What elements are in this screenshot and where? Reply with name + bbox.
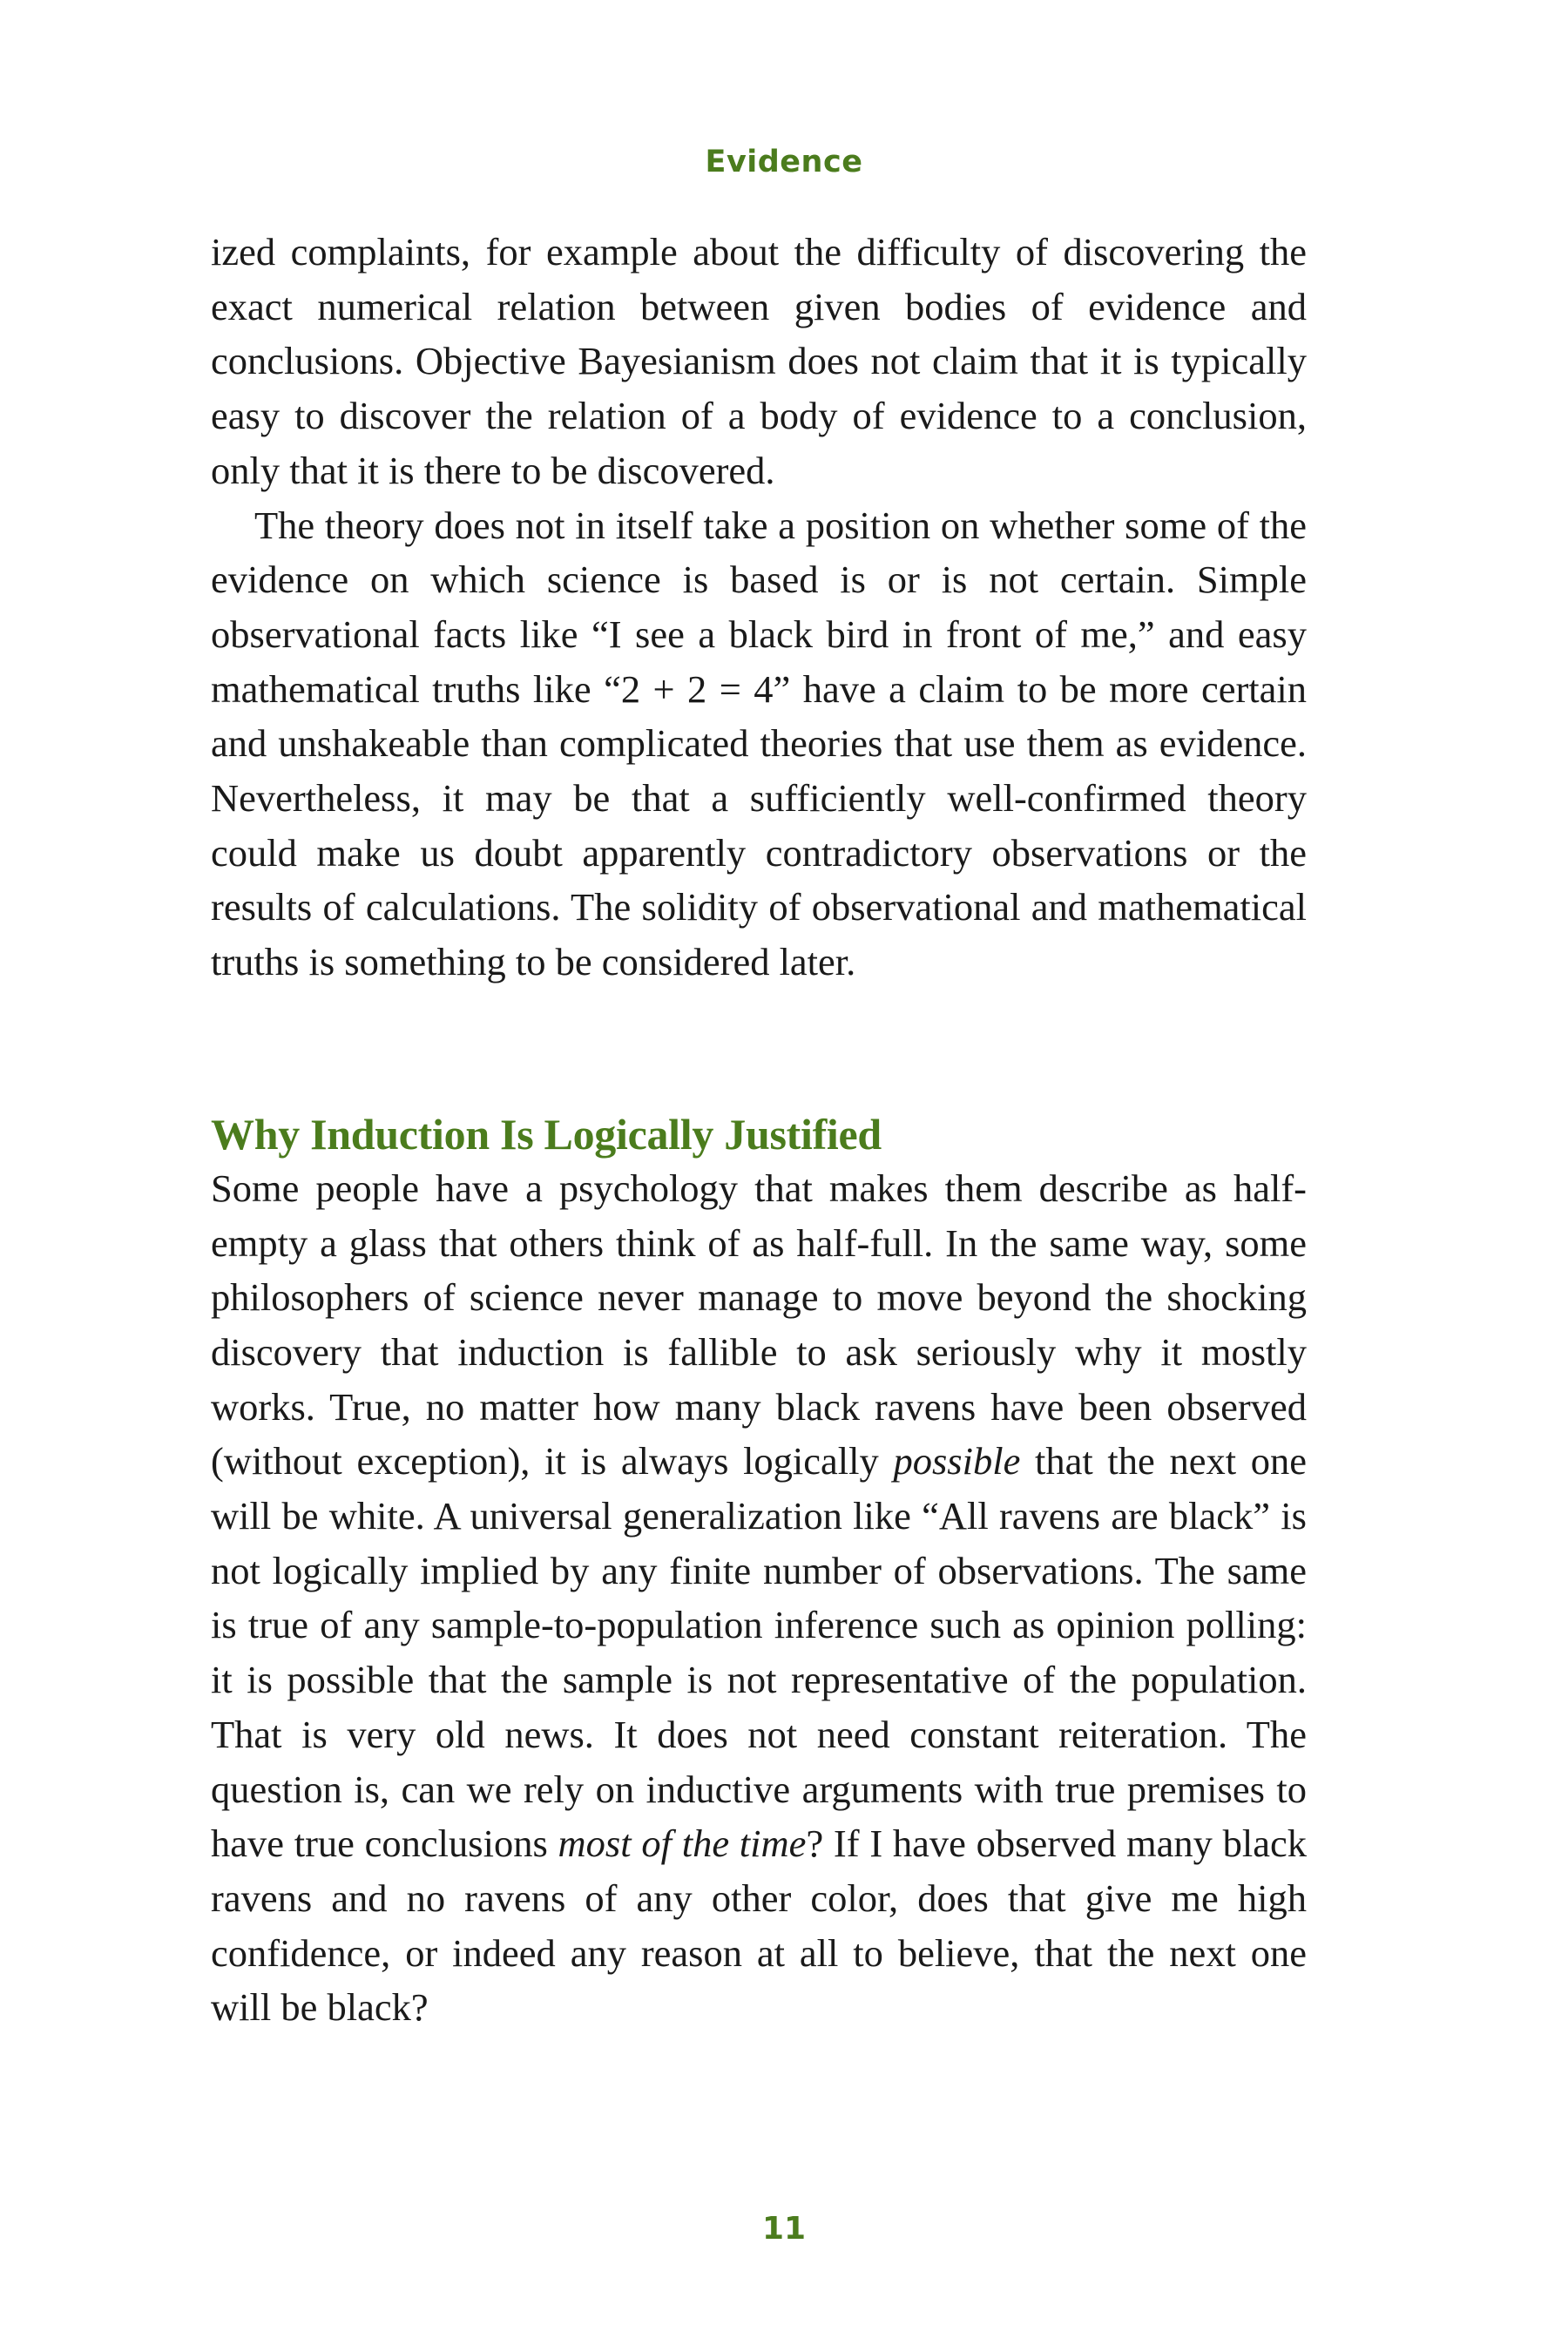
page-number: 11 <box>761 2211 807 2247</box>
emphasis-possible: possible <box>893 1439 1021 1484</box>
page-body <box>211 225 1307 2035</box>
paragraph-text-part: that the next one will be white. A universal generalization like “All ravens are black” is not logically implied by any finite number of observations. The same is true of any sample-to-population inference such as opinion polling: it is possible that the sample is not representative of the population. That is very old news. It does not need constant reiteration. The question is, can we rely on inductive arguments with true premises to have true conclusions <box>211 1439 1308 1866</box>
paragraph-continued: ized complaints, for example about the difficulty of discovering the exact numerical relation between given bodies of evidence and conclusions. Objective Bayesianism does not claim that it is typically easy to discover the relation of a body of evidence to a conclusion, only that it is there to be discovered. <box>211 230 1307 492</box>
paragraph-theory-certainty: The theory does not in itself take a position on whether some of the evidence on which science is based is or is not certain. Simple observational facts like “I see a black bird in front of me,” and easy mathematical truths like “2 + 2 = 4” have a claim to be more certain and unshakeable than complicated theories that use them as evidence. Nevertheless, it may be that a sufficiently well-confirmed theory could make us doubt apparently contradictory observations or the results of calculations. The solidity of observational and mathematical truths is something to be considered later. <box>211 503 1307 984</box>
emphasis-most-of-the-time: most of the time <box>558 1821 807 1866</box>
running-head: Evidence <box>705 145 863 179</box>
section-heading: Why Induction Is Logically Justified <box>211 1109 882 1159</box>
paragraph-induction <box>211 1161 1307 2035</box>
paragraph-text-part: ? If I have observed many black ravens and no ravens of any other color, does that give me high confidence, or indeed any reason at all to believe, that the next one will be black? <box>211 1821 1307 2030</box>
paragraph-text-part: Some people have a psychology that makes them describe as half-empty a glass that others think of as half-full. In the same way, some philosophers of science never manage to move beyond the shocking discovery that induction is fallible to ask seriously why it mostly works. True, no matter how many black ravens have been observed (without exception), it is always logically <box>211 1166 1307 1484</box>
